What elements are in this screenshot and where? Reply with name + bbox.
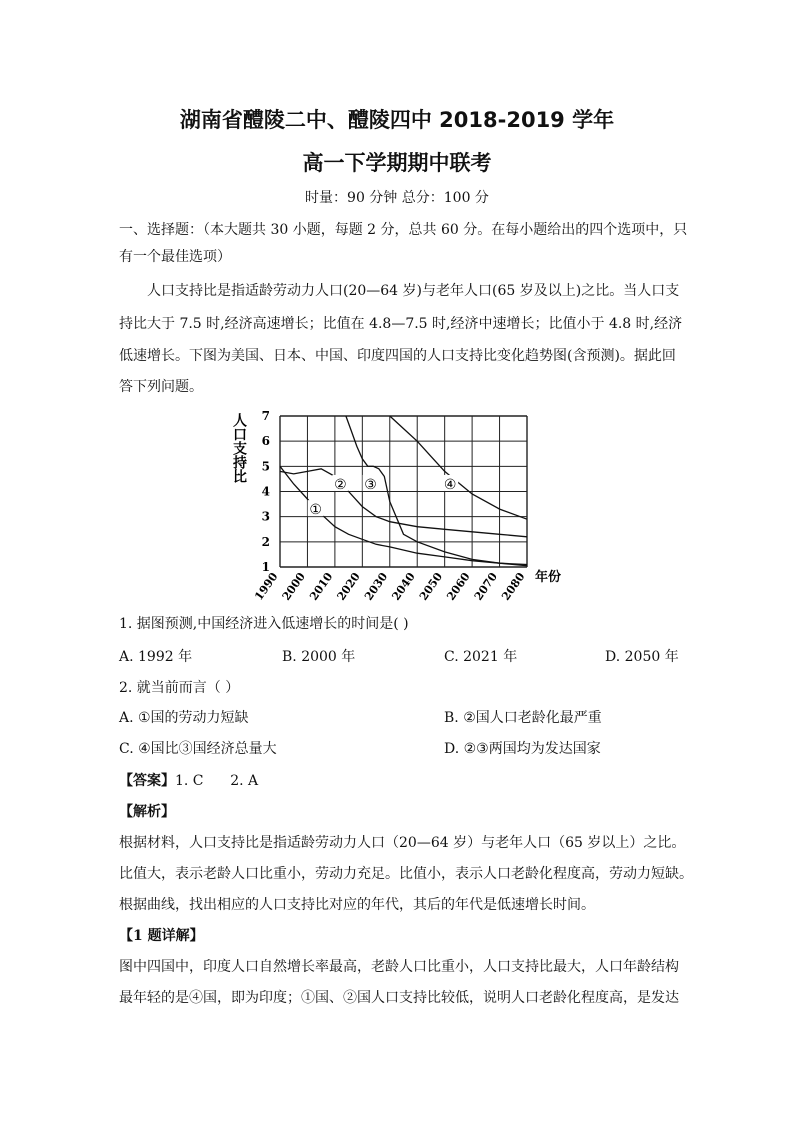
y-tick-label: 5 — [261, 459, 270, 474]
q1-option-d[interactable]: D. 2050 年 — [605, 649, 679, 665]
analysis-label: 【解析】 — [119, 804, 175, 820]
x-tick-label: 2040 — [389, 570, 418, 603]
analysis-line2: 比值大，表示老龄人口比重小，劳动力充足。比值小，表示人口老龄化程度高，劳动力短缺。 — [119, 866, 693, 882]
detail-line2: 最年轻的是④国，即为印度；①国、②国人口支持比较低，说明人口老龄化程度高，是发达 — [119, 990, 679, 1006]
y-tick-label: 7 — [261, 409, 270, 423]
x-tick-label: 2080 — [499, 570, 528, 603]
q2-option-a[interactable]: A. ①国的劳动力短缺 — [119, 710, 249, 726]
x-tick-label: 2010 — [307, 570, 336, 603]
q2-option-b[interactable]: B. ②国人口老龄化最严重 — [444, 710, 602, 726]
x-tick-label: 2020 — [334, 570, 363, 603]
population-support-ratio-chart — [225, 408, 570, 603]
series-label: ④ — [443, 476, 457, 493]
section-heading-line2: 有一个最佳选项） — [119, 249, 231, 265]
analysis-line1: 根据材料，人口支持比是指适龄劳动力人口（20—64 岁）与老年人口（65 岁以上）之比。 — [119, 835, 686, 851]
q1-option-b[interactable]: B. 2000 年 — [282, 649, 356, 665]
x-tick-label: 2060 — [444, 570, 473, 603]
answer-block — [119, 770, 258, 790]
answer-text: 1. C 2. A — [175, 773, 259, 789]
q1-detail-label: 【1 题详解】 — [119, 928, 204, 944]
intro-line2: 持比大于 7.5 时,经济高速增长；比值在 4.8—7.5 时,经济中速增长；比值小于 4.8 时,经济 — [119, 316, 683, 332]
analysis-line3: 根据曲线，找出相应的人口支持比对应的年代，其后的年代是低速增长时间。 — [119, 897, 595, 913]
x-tick-label: 1990 — [252, 570, 281, 603]
page-title-line1: 湖南省醴陵二中、醴陵四中 2018-2019 学年 — [179, 108, 615, 132]
y-tick-label: 6 — [261, 434, 270, 449]
x-tick-label: 2030 — [362, 570, 391, 603]
q2-option-c[interactable]: C. ④国比③国经济总量大 — [119, 741, 277, 757]
section-heading-line1: 一、选择题：（本大题共 30 小题，每题 2 分，总共 60 分。在每小题给出的四个选项中，只 — [119, 222, 688, 238]
exam-info: 时量：90 分钟 总分：100 分 — [305, 190, 489, 206]
chart-ylabel: 人口支持比 — [231, 413, 247, 483]
series-line-④ — [390, 416, 527, 519]
series-label: ② — [334, 476, 347, 493]
x-tick-label: 2070 — [471, 570, 501, 603]
y-tick-label: 2 — [261, 534, 270, 549]
intro-line1: 人口支持比是指适龄劳动力人口(20—64 岁)与老年人口(65 岁及以上)之比。当人口支 — [147, 283, 680, 299]
page-title-line2: 高一下学期期中联考 — [302, 151, 492, 175]
intro-line3: 低速增长。下图为美国、日本、中国、印度四国的人口支持比变化趋势图(含预测)。据此回 — [119, 348, 676, 364]
q2-option-d[interactable]: D. ②③两国均为发达国家 — [444, 741, 601, 757]
intro-line4: 答下列问题。 — [119, 379, 203, 395]
q1-option-c[interactable]: C. 2021 年 — [444, 649, 518, 665]
detail-line1: 图中四国中，印度人口自然增长率最高，老龄人口比重小，人口支持比最大，人口年龄结构 — [119, 959, 679, 975]
q1-option-a[interactable]: A. 1992 年 — [119, 649, 193, 665]
y-tick-label: 3 — [261, 509, 270, 524]
x-tick-label: 2000 — [279, 570, 308, 603]
question-1: 1. 据图预测,中国经济进入低速增长的时间是( ) — [119, 616, 409, 632]
y-tick-label: 1 — [261, 560, 270, 574]
series-label: ③ — [364, 476, 377, 493]
series-label: ① — [309, 502, 322, 519]
question-2: 2. 就当前而言（ ） — [119, 680, 240, 696]
answer-label: 【答案】 — [119, 773, 175, 789]
y-tick-label: 4 — [261, 484, 270, 499]
x-tick-label: 2050 — [416, 570, 446, 603]
chart-xlabel: 年份 — [535, 570, 562, 585]
